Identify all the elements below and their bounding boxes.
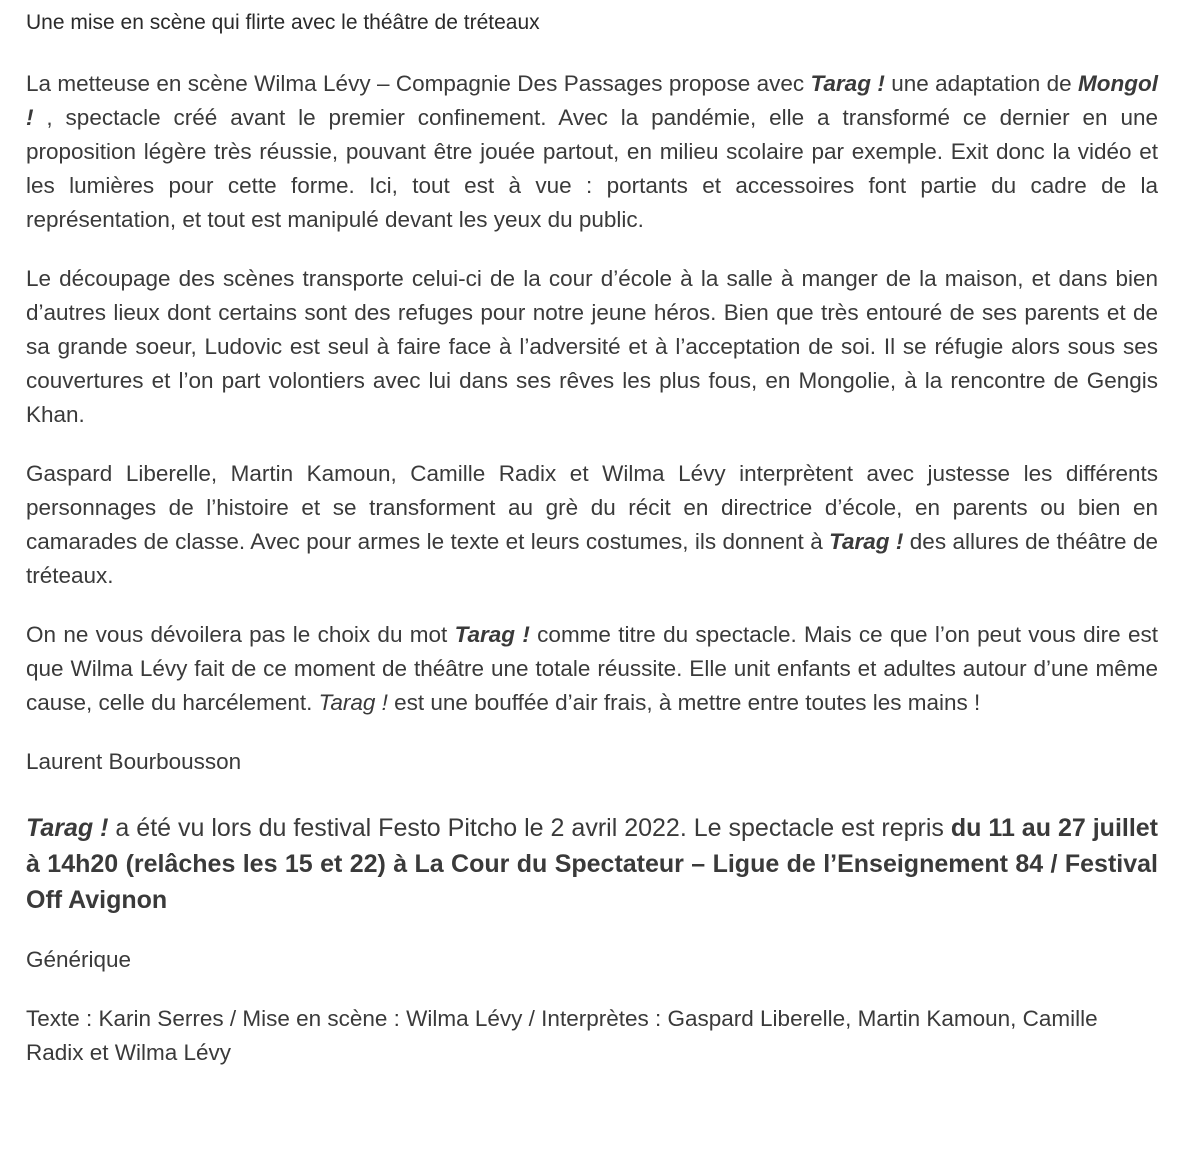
author-name: Laurent Bourbousson: [26, 749, 242, 774]
paragraph-actors: [26, 457, 1158, 593]
show-title: Tarag !: [26, 814, 109, 842]
performance-announcement: [26, 810, 1158, 918]
announcement-text: a été vu lors du festival Festo Pitcho le 2 avril 2022. Le spectacle est repris: [108, 814, 951, 842]
credits-heading: Générique: [26, 947, 132, 972]
original-show-title: Mongol !: [26, 71, 1158, 130]
paragraph-text: La metteuse en scène Wilma Lévy – Compagnie Des Passages propose avec: [26, 71, 811, 96]
section-heading: Une mise en scène qui flirte avec le théâtre de tréteaux: [26, 11, 540, 34]
paragraph-text: Gaspard Liberelle, Martin Kamoun, Camille Radix et Wilma Lévy interprètent avec justesse les différents personnages de l’histoire et se transforment au grè du récit en directrice d’école, en parents ou bien en camarades de classe. Avec pour armes le texte et leurs costumes, ils donnent à: [26, 461, 1158, 554]
paragraph-text: comme titre du spectacle. Mais ce que l’on peut vous dire est que Wilma Lévy fait de ce moment de théâtre une totale réussite. Elle unit enfants et adultes autour d’une même cause, celle du harcélement.: [26, 622, 1158, 715]
paragraph-text: est une bouffée d’air frais, à mettre entre toutes les mains !: [387, 690, 981, 715]
article-body: [26, 0, 1158, 1070]
show-title: Tarag !: [829, 529, 904, 554]
show-title: Tarag !: [454, 622, 530, 647]
paragraph-text: On ne vous dévoilera pas le choix du mot: [26, 622, 455, 647]
show-title: Tarag !: [810, 71, 885, 96]
paragraph-text: , spectacle créé avant le premier confinement. Avec la pandémie, elle a transformé ce dernier en une proposition légère très réussie, pouvant être jouée partout, en milieu scolaire par exemple. Exit donc la vidéo et les lumières pour cette forme. Ici, tout est à vue : portants et accessoires font partie du cadre de la représentation, et tout est manipulé devant les yeux du public.: [26, 105, 1158, 232]
paragraph-conclusion: [26, 618, 1158, 720]
performance-dates: du 11 au 27 juillet à 14h20 (relâches les 15 et 22) à La Cour du Spectateur – Ligue de l’Enseignement 84 / Festival Off Avignon: [26, 814, 1159, 914]
show-title-italic: Tarag !: [318, 690, 388, 715]
paragraph-staging: [26, 67, 1158, 237]
paragraph-scenes: Le découpage des scènes transporte celui-ci de la cour d’école à la salle à manger de la maison, et dans bien d’autres lieux dont certains sont des refuges pour notre jeune héros. Bien que très entouré de ses parents et de sa grande soeur, Ludovic est seul à faire face à l’adversité et à l’acceptation de soi. Il se réfugie alors sous ses couvertures et l’on part volontiers avec lui dans ses rêves les plus fous, en Mongolie, à la rencontre de Gengis Khan.: [26, 266, 1158, 427]
paragraph-text: une adaptation de: [884, 71, 1079, 96]
credits-text: Texte : Karin Serres / Mise en scène : Wilma Lévy / Interprètes : Gaspard Liberelle, Martin Kamoun, Camille Radix et Wilma Lévy: [26, 1006, 1098, 1065]
paragraph-text: des allures de théâtre de tréteaux.: [26, 529, 1158, 588]
